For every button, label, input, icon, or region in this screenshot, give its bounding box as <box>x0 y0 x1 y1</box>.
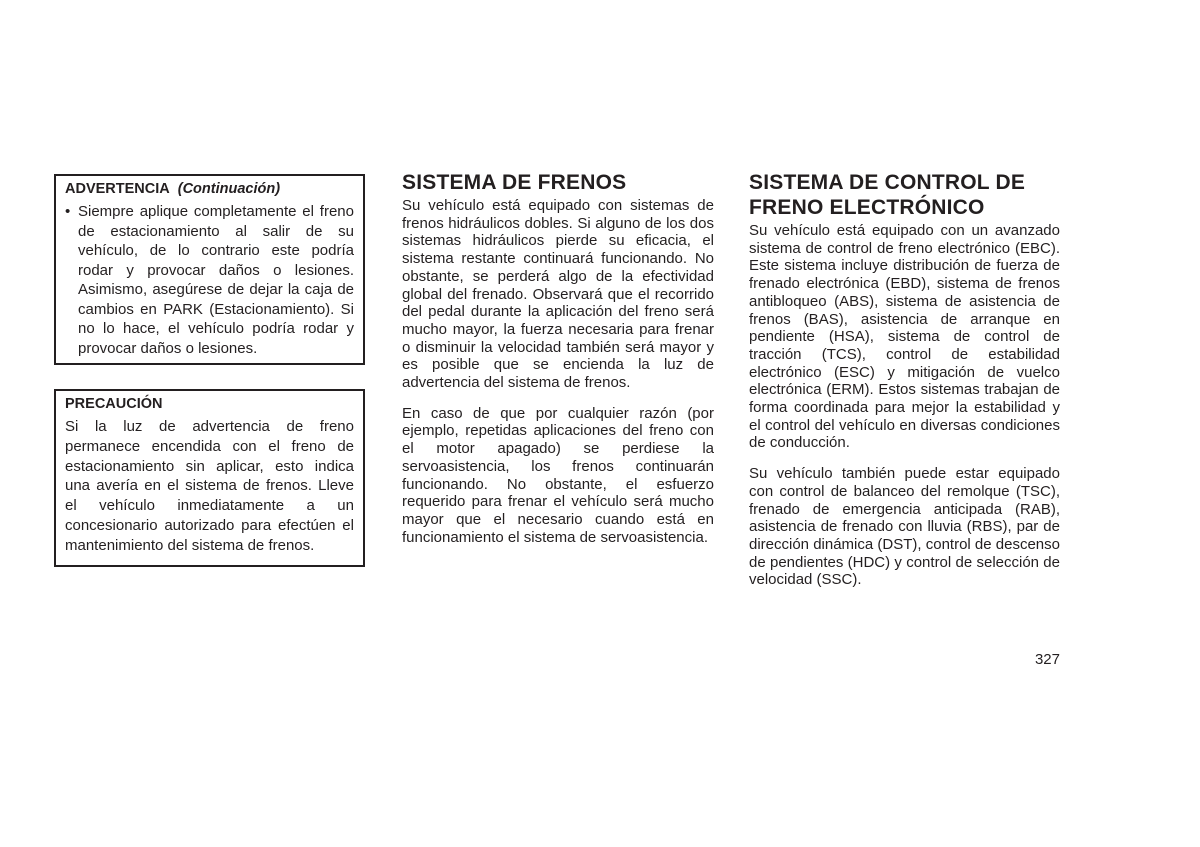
brake-system-heading: SISTEMA DE FRENOS <box>402 171 627 194</box>
ebc-heading <box>749 170 1060 220</box>
caution-text: Si la luz de advertencia de freno permanece encendida con el freno de estacionamiento sin aplicar, esto indica una avería en el sistema de frenos. Lleve el vehículo inmediatamente a un concesionario autorizado para efectúen el mantenimiento del sistema de frenos. <box>65 418 354 554</box>
warning-box <box>54 174 365 365</box>
warning-bullet-text: Siempre aplique completamente el freno de estacionamiento al salir de su vehículo, de lo contrario este podría rodar y provocar daños o lesiones. Asimismo, asegúrese de dejar la caja de cambios en PARK (Estacionamiento). Si no lo hace, el vehículo podría rodar y provocar daños o lesiones. <box>78 203 354 357</box>
caution-box <box>54 389 365 567</box>
warning-continuation: (Continuación) <box>177 181 281 197</box>
page-number: 327 <box>1034 651 1060 668</box>
ebc-heading-line2: FRENO ELECTRÓNICO <box>749 196 985 219</box>
brake-system-paragraph: En caso de que por cualquier razón (por ejemplo, repetidas aplicaciones del freno con el motor apagado) se perdiese la servoasistencia, los frenos continuarán funcionando. No obstante, el esfuerzo requerido para frenar el vehículo será mucho mayor que el necesario cuando está en funcionamiento el sistema de servoasistencia. <box>402 404 714 546</box>
brake-system-paragraph: Su vehículo está equipado con sistemas de frenos hidráulicos dobles. Si alguno de los dos sistemas hidráulicos pierde su eficacia, el sistema restante continuará funcionando. No obstante, se perderá algo de la efectividad global del frenado. Observará que el recorrido del pedal durante la aplicación del freno será mucho mayor, la fuerza necesaria para frenar o disminuir la velocidad también será mayor y es posible que se encienda la luz de advertencia del sistema de frenos. <box>402 197 714 392</box>
warning-title <box>65 180 354 199</box>
warning-bullet-item <box>65 202 354 358</box>
brake-system-section <box>402 170 714 559</box>
ebc-paragraph: Su vehículo también puede estar equipado con control de balanceo del remolque (TSC), frenado de emergencia anticipada (RAB), asistencia de frenado con lluvia (RBS), par de dirección dinámica (DST), control de descenso de pendientes (HDC) y control de selección de velocidad (SSC). <box>749 465 1060 589</box>
ebc-paragraph: Su vehículo está equipado con un avanzado sistema de control de freno electrónico (EBC). Este sistema incluye distribución de fuerza de frenado electrónica (EBD), sistema de frenos antibloqueo (ABS), sistema de asistencia de frenos (BAS), asistencia de arranque en pendiente (HSA), sistema de control de tracción (TCS), control de estabilidad electrónico (ESC) y mitigación de vuelco electrónica (ERM). Estos sistemas trabajan de forma coordinada para mejor la estabilidad y el control del vehículo en diversas condiciones de conducción. <box>749 222 1060 452</box>
ebc-heading-line1: SISTEMA DE CONTROL DE <box>749 171 1026 194</box>
bullet-icon: • <box>65 203 71 220</box>
ebc-section <box>749 170 1060 602</box>
caution-title: PRECAUCIÓN <box>65 396 163 412</box>
warning-label: ADVERTENCIA <box>65 181 170 197</box>
